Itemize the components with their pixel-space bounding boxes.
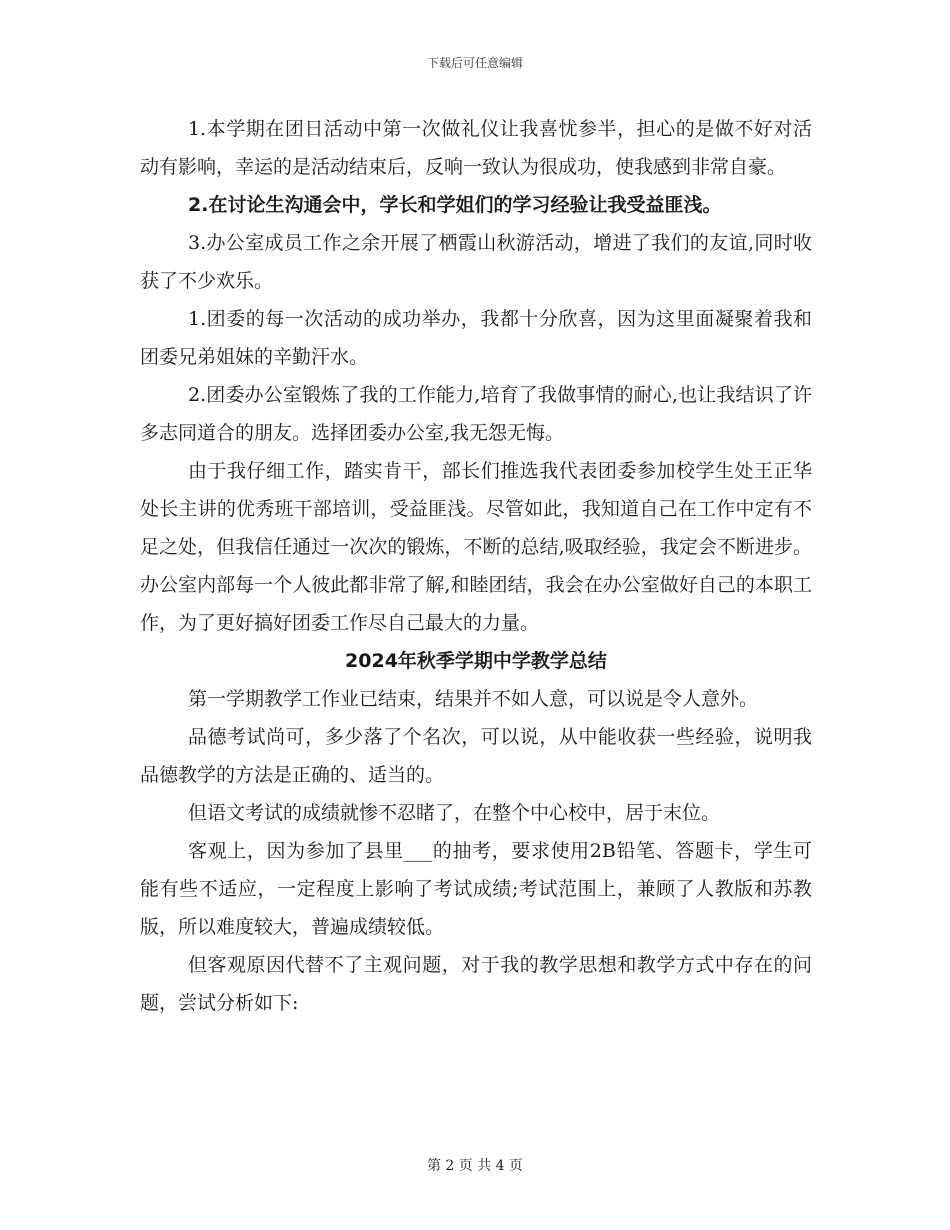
section-paragraph-5: 但客观原因代替不了主观问题，对于我的教学思想和教学方式中存在的问题，尝试分析如下:: [140, 954, 812, 1014]
paragraph-3: 3.办公室成员工作之余开展了栖霞山秋游活动，增进了我们的友谊,同时收获了不少欢乐。: [140, 232, 812, 292]
section-paragraph-2: 品德考试尚可，多少落了个名次，可以说，从中能收获一些经验，说明我品德教学的方法是正确的、适当的。: [140, 726, 812, 786]
paragraph-4: 1.团委的每一次活动的成功举办，我都十分欣喜，因为这里面凝聚着我和团委兄弟姐妹的辛勤汗水。: [140, 308, 812, 368]
paragraph-5: 2.团委办公室锻炼了我的工作能力,培育了我做事情的耐心,也让我结识了许多志同道合的朋友。选择团委办公室,我无怨无悔。: [140, 384, 812, 444]
document-body: [140, 110, 812, 1022]
paragraph-6: 由于我仔细工作，踏实肯干，部长们推选我代表团委参加校学生处王正华处长主讲的优秀班干部培训，受益匪浅。尽管如此，我知道自己在工作中定有不足之处，但我信任通过一次次的锻炼，不断的总结,吸取经验，我定会不断进步。办公室内部每一个人彼此都非常了解,和睦团结，我会在办公室做好自己的本职工作，为了更好搞好团委工作尽自己最大的力量。: [140, 460, 812, 634]
paragraph-1: 1.本学期在团日活动中第一次做礼仪让我喜忧参半，担心的是做不好对活动有影响，幸运的是活动结束后，反响一致认为很成功，使我感到非常自豪。: [140, 118, 812, 178]
page-footer: 第 2 页 共 4 页: [426, 1158, 524, 1174]
paragraph-2: 2.在讨论生沟通会中，学长和学姐们的学习经验让我受益匪浅。: [188, 194, 722, 216]
page-header: 下载后可任意编辑: [426, 56, 523, 70]
section-title: 2024年秋季学期中学教学总结: [345, 650, 607, 672]
section-paragraph-1: 第一学期教学工作业已结束，结果并不如人意，可以说是令人意外。: [188, 688, 759, 710]
section-paragraph-4: 客观上，因为参加了县里___的抽考，要求使用2B铅笔、答题卡，学生可能有些不适应，一定程度上影响了考试成绩;考试范围上，兼顾了人教版和苏教版，所以难度较大，普遍成绩较低。: [140, 840, 812, 938]
section-paragraph-3: 但语文考试的成绩就惨不忍睹了，在整个中心校中，居于末位。: [188, 802, 721, 824]
